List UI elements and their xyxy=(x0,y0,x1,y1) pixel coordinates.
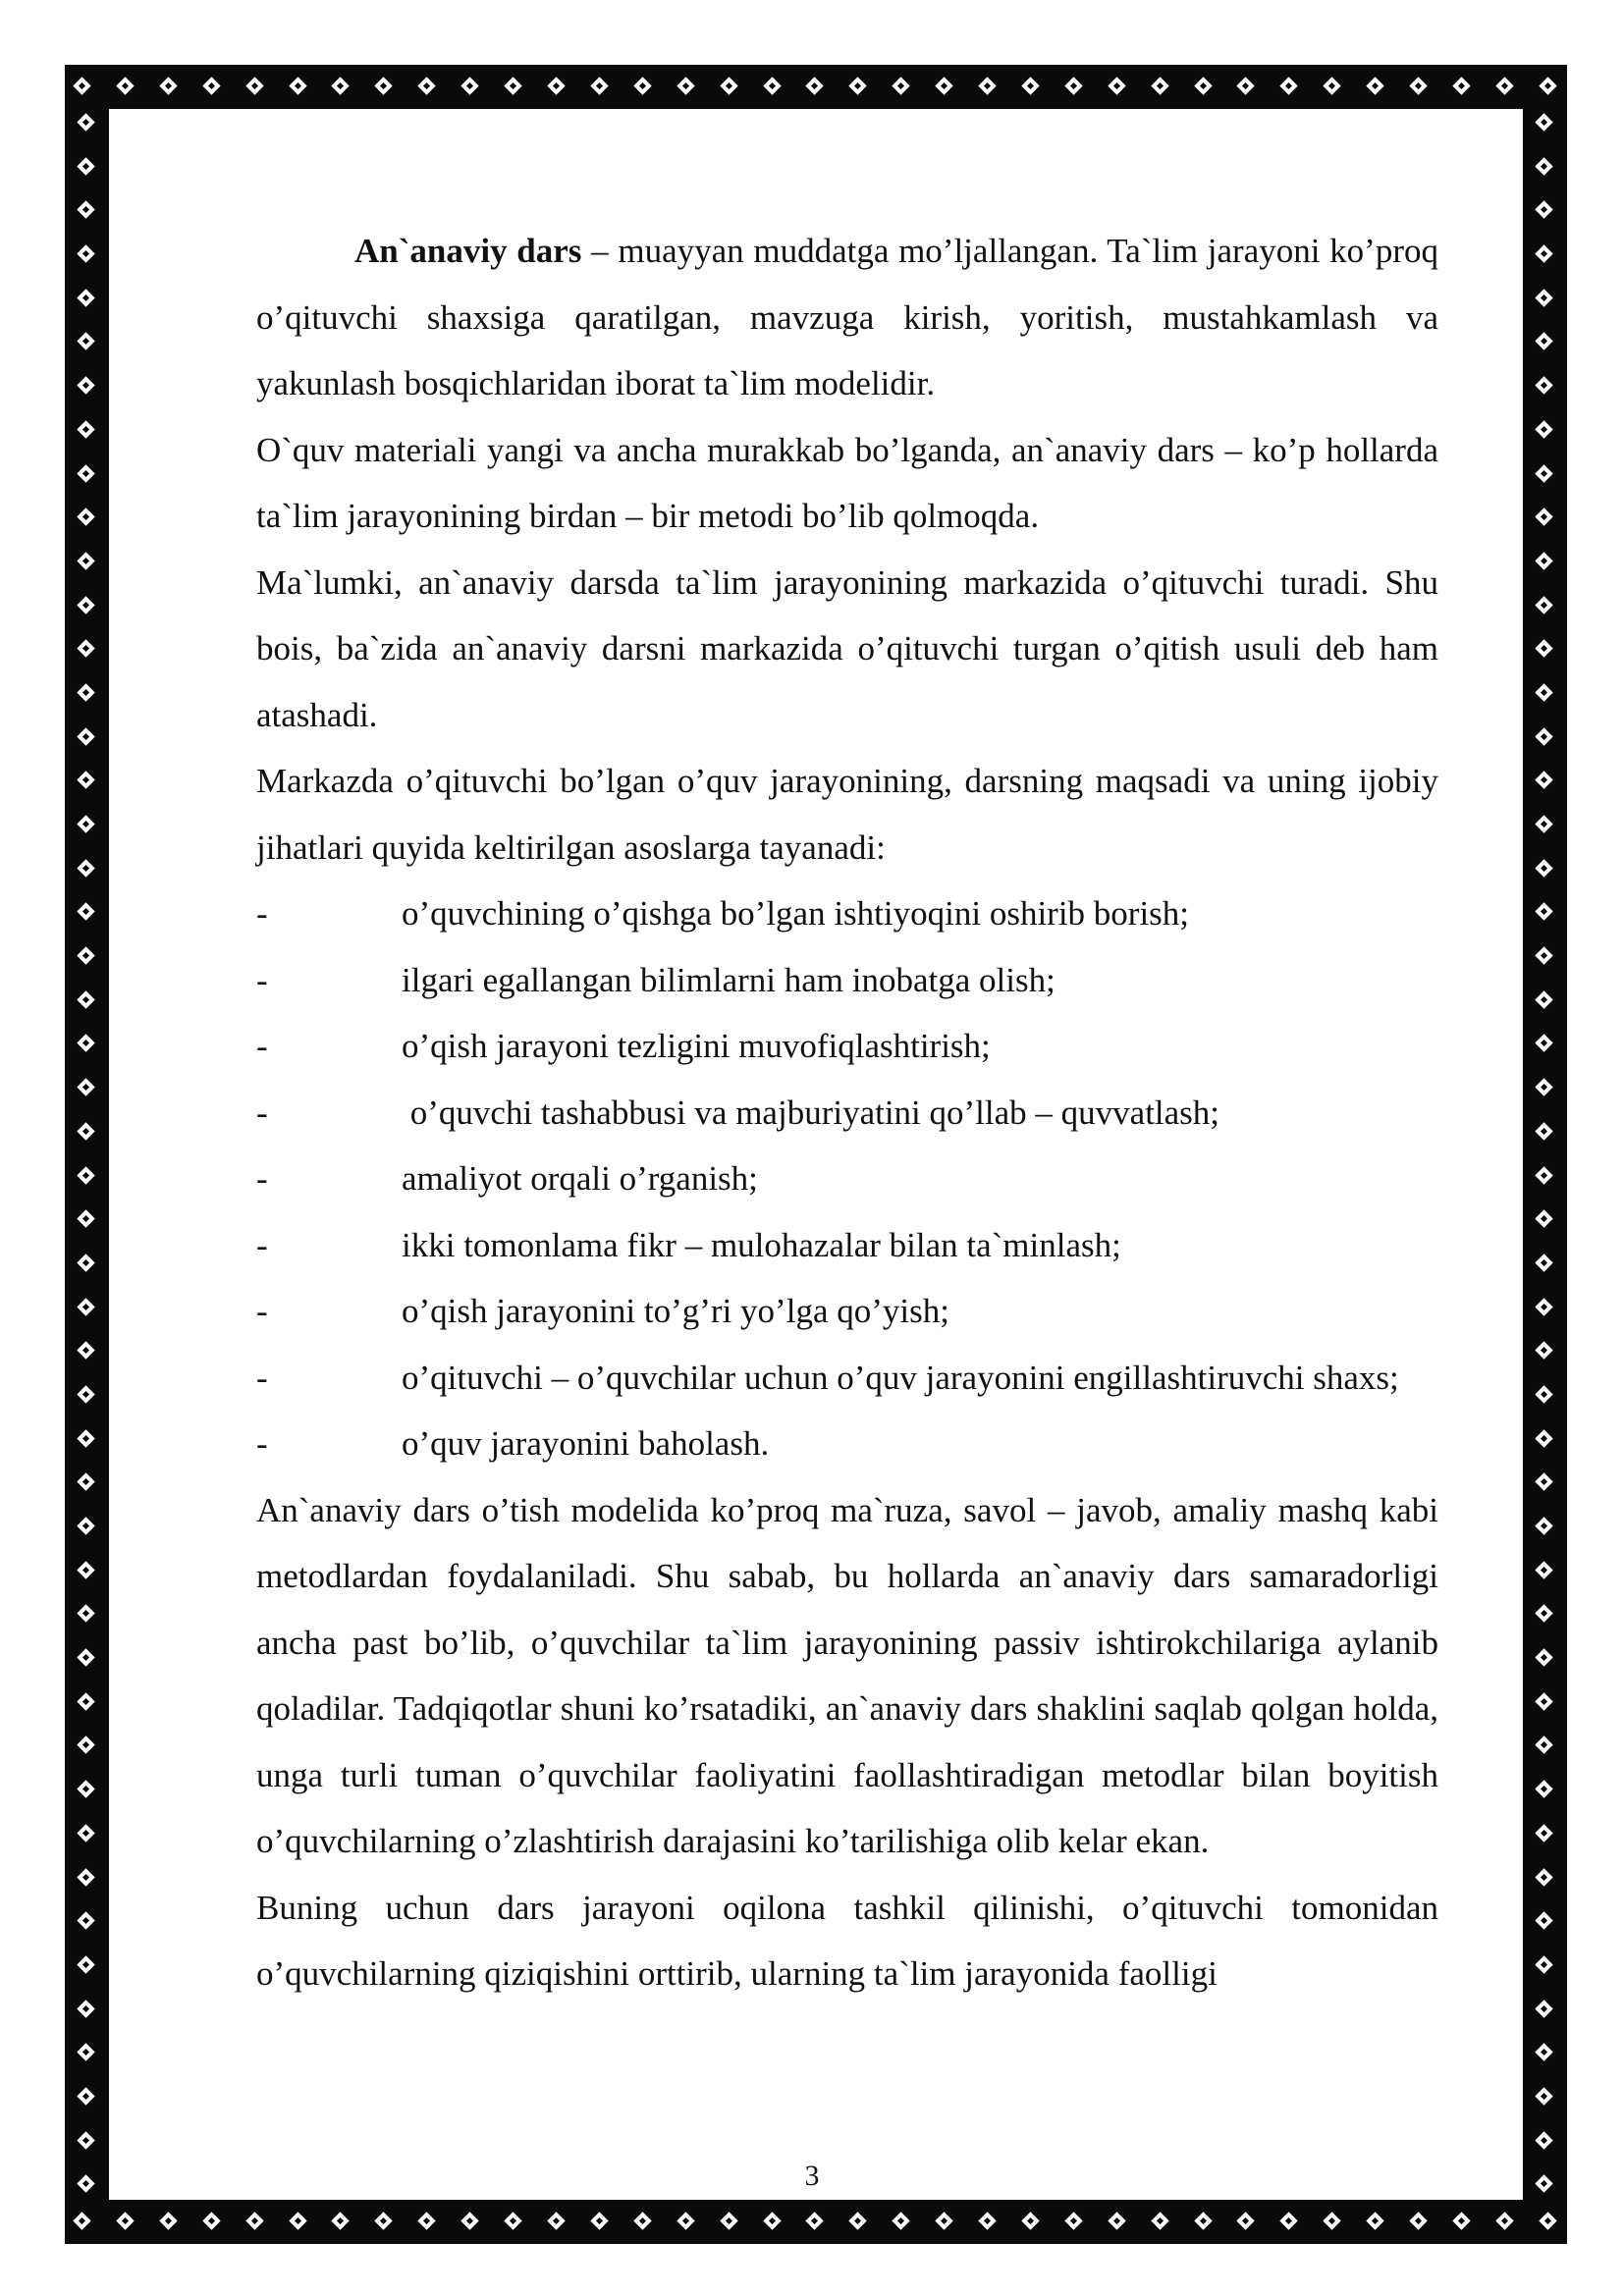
border-diamond-ornament xyxy=(935,77,955,97)
border-diamond-ornament xyxy=(77,859,97,880)
border-diamond-ornament xyxy=(1535,332,1555,352)
border-diamond-ornament xyxy=(1535,289,1555,309)
border-diamond-ornament xyxy=(1535,1166,1555,1187)
border-diamond-ornament xyxy=(77,683,97,704)
border-diamond-ornament xyxy=(77,1429,97,1450)
border-diamond-ornament xyxy=(77,1692,97,1713)
border-diamond-ornament xyxy=(1236,77,1257,97)
border-diamond-ornament xyxy=(720,2212,740,2232)
border-diamond-ornament xyxy=(1535,2087,1555,2108)
list-item-text: o’quv jarayonini baholash. xyxy=(402,1424,770,1463)
border-diamond-ornament xyxy=(1064,2212,1085,2232)
paragraph-2: O`quv materiali yangi va ancha murakkab bo’lganda, an`anaviy dars – ko’p hollarda ta`lim jarayonining birdan – bir metodi bo’lib qolmoqda. xyxy=(256,430,1438,535)
border-diamond-ornament xyxy=(77,1955,97,1976)
border-diamond-ornament xyxy=(1535,1209,1555,1230)
border-diamond-ornament xyxy=(892,77,912,97)
border-diamond-ornament xyxy=(1535,1735,1555,1756)
border-diamond-ornament xyxy=(77,332,97,352)
border-diamond-ornament xyxy=(331,2212,352,2232)
list-item xyxy=(256,1146,1438,1212)
border-diamond-ornament xyxy=(77,1561,97,1581)
list-item-text: o’qish jarayonini to’g’ri yo’lga qo’yish; xyxy=(402,1292,949,1330)
border-diamond-ornament xyxy=(77,1824,97,1844)
border-diamond-ornament xyxy=(417,2212,438,2232)
border-diamond-ornament xyxy=(245,77,266,97)
border-diamond-ornament xyxy=(1366,2212,1386,2232)
border-diamond-ornament xyxy=(1535,464,1555,485)
bullet-dash: - xyxy=(256,1225,268,1264)
border-diamond-ornament xyxy=(1535,1780,1555,1800)
border-diamond-ornament xyxy=(547,77,568,97)
border-diamond-ornament xyxy=(77,639,97,660)
border-diamond-ornament xyxy=(77,420,97,441)
border-diamond-ornament xyxy=(77,464,97,485)
page-number: 3 xyxy=(804,2160,820,2192)
border-diamond-ornament xyxy=(77,1911,97,1932)
border-diamond-ornament xyxy=(1535,1604,1555,1625)
border-diamond-ornament xyxy=(77,2087,97,2108)
border-diamond-ornament xyxy=(1535,1517,1555,1537)
border-diamond-ornament xyxy=(848,2212,869,2232)
border-diamond-ornament xyxy=(1535,1122,1555,1143)
list-item xyxy=(256,881,1438,947)
border-diamond-ornament xyxy=(1535,1692,1555,1713)
border-diamond-ornament xyxy=(77,1868,97,1889)
border-diamond-ornament xyxy=(1535,902,1555,923)
list-item-text: o’quvchi tashabbusi va majburiyatini qo’llab – quvvatlash; xyxy=(402,1093,1220,1132)
border-diamond-ornament xyxy=(77,946,97,967)
border-diamond-ornament xyxy=(1535,946,1555,967)
border-diamonds-top xyxy=(65,65,1567,109)
border-diamond-ornament xyxy=(1151,77,1171,97)
border-diamond-ornament xyxy=(1535,507,1555,528)
border-diamond-ornament xyxy=(460,77,481,97)
border-diamond-ornament xyxy=(1151,2212,1171,2232)
border-diamond-ornament xyxy=(1279,2212,1300,2232)
bold-term: An`anaviy dars xyxy=(354,232,582,270)
border-diamond-ornament xyxy=(1279,77,1300,97)
bullet-dash: - xyxy=(256,960,268,999)
border-diamond-ornament xyxy=(77,552,97,572)
border-diamonds-left xyxy=(65,109,109,2200)
border-diamond-ornament xyxy=(77,113,97,133)
border-diamond-ornament xyxy=(77,771,97,791)
border-diamond-ornament xyxy=(1535,1298,1555,1318)
border-diamond-ornament xyxy=(1535,771,1555,791)
border-diamond-ornament xyxy=(77,1385,97,1406)
list-item-text: o’qituvchi – o’quvchilar uchun o’quv jarayonini engillashtiruvchi shaxs; xyxy=(402,1358,1399,1397)
border-diamond-ornament xyxy=(77,1034,97,1054)
border-diamond-ornament xyxy=(677,2212,697,2232)
border-diamond-ornament xyxy=(289,2212,309,2232)
border-diamond-ornament xyxy=(1409,2212,1430,2232)
paragraph-6: Buning uchun dars jarayoni oqilona tashkil qilinishi, o’qituvchi tomonidan o’quvchilarning qiziqishini orttirib, ularning ta`lim jarayonida faolligi xyxy=(256,1888,1438,1993)
border-diamond-ornament xyxy=(331,77,352,97)
border-diamond-ornament xyxy=(935,2212,955,2232)
border-diamond-ornament xyxy=(1535,200,1555,221)
paragraph-4: Markazda o’qituvchi bo’lgan o’quv jarayonining, darsning maqsadi va uning ijobiy jihatlari quyida keltirilgan asoslarga tayanadi: xyxy=(256,762,1438,867)
border-diamond-ornament xyxy=(77,1341,97,1362)
border-diamond-ornament xyxy=(77,157,97,178)
border-diamond-ornament xyxy=(73,2212,93,2232)
border-diamond-ornament xyxy=(202,2212,223,2232)
border-diamond-ornament xyxy=(77,2043,97,2063)
border-diamond-ornament xyxy=(1535,815,1555,835)
border-diamond-ornament xyxy=(1535,1824,1555,1844)
border-diamond-ornament xyxy=(1535,727,1555,748)
paragraph-5: An`anaviy dars o’tish modelida ko’proq ma`ruza, savol – javob, amaliy mashq kabi metodlardan foydalaniladi. Shu sabab, bu hollarda an`anaviy dars samaradorligi ancha past bo’lib, o’quvchilar ta`lim jarayonining passiv ishtirokchilariga aylanib qoladilar. Tadqiqotlar shuni ko’rsatadiki, an`anaviy dars shaklini saqlab qolgan holda, unga turli tuman o’quvchilar faoliyatini faollashtiradigan metodlar bilan boyitish o’quvchilarning o’zlashtirish darajasini ko’tarilishiga olib kelar ekan. xyxy=(256,1490,1438,1860)
border-diamond-ornament xyxy=(978,77,999,97)
border-diamond-ornament xyxy=(77,596,97,616)
list-item-text: o’quvchining o’qishga bo’lgan ishtiyoqini oshirib borish; xyxy=(402,894,1190,933)
border-diamond-ornament xyxy=(77,815,97,835)
document-body xyxy=(256,218,1438,2007)
border-diamond-ornament xyxy=(77,2000,97,2020)
border-diamond-ornament xyxy=(1535,113,1555,133)
border-diamond-ornament xyxy=(1108,77,1128,97)
bullet-dash: - xyxy=(256,1292,268,1330)
bullet-dash: - xyxy=(256,1027,268,1065)
border-diamond-ornament xyxy=(77,289,97,309)
border-diamond-ornament xyxy=(892,2212,912,2232)
border-diamond-ornament xyxy=(73,77,93,97)
border-diamond-ornament xyxy=(1535,1429,1555,1450)
border-diamond-ornament xyxy=(1535,1472,1555,1493)
list-item xyxy=(256,1080,1438,1147)
border-diamond-ornament xyxy=(77,1604,97,1625)
border-diamond-ornament xyxy=(374,77,395,97)
border-diamond-ornament xyxy=(77,1517,97,1537)
border-diamond-ornament xyxy=(77,990,97,1011)
border-diamond-ornament xyxy=(1409,77,1430,97)
border-diamond-ornament xyxy=(77,1122,97,1143)
border-diamond-ornament xyxy=(763,77,784,97)
list-item xyxy=(256,1013,1438,1080)
border-diamond-ornament xyxy=(805,2212,826,2232)
border-diamond-ornament xyxy=(1452,2212,1473,2232)
border-diamond-ornament xyxy=(1323,2212,1343,2232)
border-diamond-ornament xyxy=(116,77,136,97)
border-diamond-ornament xyxy=(1535,596,1555,616)
border-diamond-ornament xyxy=(1535,2131,1555,2152)
border-diamond-ornament xyxy=(1535,420,1555,441)
border-diamond-ornament xyxy=(1495,77,1516,97)
border-diamond-ornament xyxy=(504,77,524,97)
border-diamond-ornament xyxy=(1535,1648,1555,1669)
border-diamond-ornament xyxy=(77,2131,97,2152)
border-diamond-ornament xyxy=(77,507,97,528)
border-diamond-ornament xyxy=(1535,1911,1555,1932)
border-diamond-ornament xyxy=(77,1735,97,1756)
paragraph-definition xyxy=(256,218,1438,417)
border-diamond-ornament xyxy=(77,1078,97,1098)
border-diamond-ornament xyxy=(77,1780,97,1800)
border-diamond-ornament xyxy=(978,2212,999,2232)
border-diamond-ornament xyxy=(159,77,180,97)
border-diamond-ornament xyxy=(1495,2212,1516,2232)
border-diamond-ornament xyxy=(1535,2043,1555,2063)
border-diamond-ornament xyxy=(763,2212,784,2232)
border-diamond-ornament xyxy=(1535,639,1555,660)
list-item-text: ikki tomonlama fikr – mulohazalar bilan ta`minlash; xyxy=(402,1225,1121,1264)
border-diamond-ornament xyxy=(633,2212,654,2232)
border-diamond-ornament xyxy=(1535,1034,1555,1054)
border-diamond-ornament xyxy=(1535,1254,1555,1274)
border-diamond-ornament xyxy=(1194,77,1215,97)
border-diamond-ornament xyxy=(77,1472,97,1493)
border-diamond-ornament xyxy=(1236,2212,1257,2232)
border-diamond-ornament xyxy=(1535,1868,1555,1889)
border-diamond-ornament xyxy=(417,77,438,97)
border-diamond-ornament xyxy=(1535,859,1555,880)
border-diamond-ornament xyxy=(1535,1385,1555,1406)
border-diamond-ornament xyxy=(116,2212,136,2232)
bullet-dash: - xyxy=(256,894,268,933)
border-diamond-ornament xyxy=(1539,2212,1559,2232)
border-diamond-ornament xyxy=(1021,2212,1042,2232)
list-item-text: o’qish jarayoni tezligini muvofiqlashtirish; xyxy=(402,1027,991,1065)
border-diamond-ornament xyxy=(633,77,654,97)
border-diamond-ornament xyxy=(77,376,97,397)
border-diamond-ornament xyxy=(159,2212,180,2232)
bullet-dash: - xyxy=(256,1093,268,1132)
list-item-text: ilgari egallangan bilimlarni ham inobatga olish; xyxy=(402,960,1056,999)
bullet-dash: - xyxy=(256,1159,268,1198)
border-diamond-ornament xyxy=(1535,157,1555,178)
border-diamond-ornament xyxy=(289,77,309,97)
border-diamond-ornament xyxy=(1535,1955,1555,1976)
border-diamond-ornament xyxy=(77,1254,97,1274)
definition-text: – muayyan muddatga mo’ljallangan. Ta`lim jarayoni ko’proq o’qituvchi shaxsiga qaratilgan, mavzuga kirish, yoritish, mustahkamlash va yakunlash bosqichlaridan iborat ta`lim modelidir. xyxy=(256,232,1438,402)
border-diamond-ornament xyxy=(1535,1561,1555,1581)
border-diamond-ornament xyxy=(1064,77,1085,97)
list-item xyxy=(256,1212,1438,1279)
border-diamond-ornament xyxy=(77,1209,97,1230)
border-diamond-ornament xyxy=(1108,2212,1128,2232)
border-diamond-ornament xyxy=(1535,552,1555,572)
list-item xyxy=(256,1411,1438,1477)
border-diamond-ornament xyxy=(374,2212,395,2232)
border-diamond-ornament xyxy=(77,200,97,221)
border-diamond-ornament xyxy=(1194,2212,1215,2232)
border-diamond-ornament xyxy=(677,77,697,97)
border-diamond-ornament xyxy=(848,77,869,97)
border-diamond-ornament xyxy=(1535,244,1555,265)
border-diamond-ornament xyxy=(1535,683,1555,704)
border-diamond-ornament xyxy=(1323,77,1343,97)
border-diamonds-bottom xyxy=(65,2200,1567,2244)
border-diamond-ornament xyxy=(1535,1078,1555,1098)
list-item xyxy=(256,1278,1438,1345)
border-diamond-ornament xyxy=(1535,990,1555,1011)
border-diamond-ornament xyxy=(1021,77,1042,97)
list-item xyxy=(256,1345,1438,1412)
border-diamond-ornament xyxy=(77,244,97,265)
paragraph-3: Ma`lumki, an`anaviy darsda ta`lim jarayonining markazida o’qituvchi turadi. Shu bois, ba`zida an`anaviy darsni markazida o’qituvchi turgan o’qitish usuli deb ham atashadi. xyxy=(256,562,1438,734)
border-diamond-ornament xyxy=(1535,2000,1555,2020)
list-item-text: amaliyot orqali o’rganish; xyxy=(402,1159,758,1198)
border-diamond-ornament xyxy=(720,77,740,97)
border-diamond-ornament xyxy=(1535,376,1555,397)
border-diamond-ornament xyxy=(1539,77,1559,97)
border-diamond-ornament xyxy=(547,2212,568,2232)
border-diamond-ornament xyxy=(1366,77,1386,97)
list-item xyxy=(256,947,1438,1014)
border-diamonds-right xyxy=(1523,109,1567,2200)
bullet-dash: - xyxy=(256,1358,268,1397)
border-diamond-ornament xyxy=(805,77,826,97)
border-diamond-ornament xyxy=(590,77,611,97)
border-diamond-ornament xyxy=(460,2212,481,2232)
border-diamond-ornament xyxy=(77,1648,97,1669)
border-diamond-ornament xyxy=(202,77,223,97)
border-diamond-ornament xyxy=(504,2212,524,2232)
bullet-dash: - xyxy=(256,1424,268,1463)
border-diamond-ornament xyxy=(245,2212,266,2232)
border-diamond-ornament xyxy=(1452,77,1473,97)
border-diamond-ornament xyxy=(77,1298,97,1318)
border-diamond-ornament xyxy=(1535,1341,1555,1362)
border-diamond-ornament xyxy=(77,727,97,748)
border-diamond-ornament xyxy=(590,2212,611,2232)
border-diamond-ornament xyxy=(77,1166,97,1187)
border-diamond-ornament xyxy=(77,902,97,923)
